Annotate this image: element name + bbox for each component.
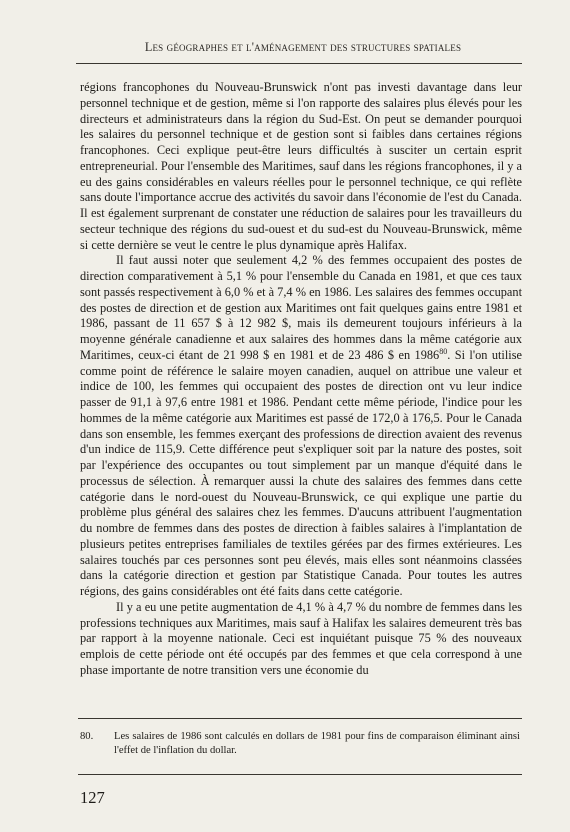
paragraph-1: régions francophones du Nouveau-Brunswick n'ont pas investi davantage dans leur personnel technique et de gestion, même si l'on rapporte des salaires plus élevés pour les directeurs et administrateurs dans la région du Sud-Est. On peut se demander pourquoi les salaires du personnel technique et de gestion sont si faibles dans certaines régions francophones. Ceci explique peut-être leurs difficultés à susciter un certain esprit entrepreneurial. Pour l'ensemble des Maritimes, sauf dans les régions francophones, il y a eu des gains considérables en valeurs réelles pour le personnel technique, ce qui reflète sans doute l'importance accrue des activités du savoir dans l'économie de l'est du Canada. Il est également surprenant de constater une réduction de salaires pour les travailleurs du secteur technique des régions du sud-ouest et du sud-est du Nouveau-Brunswick, même si cette dernière se veut le centre le plus dynamique après Halifax. (80, 80, 523, 252)
body-text (80, 80, 522, 679)
footnote-text: Les salaires de 1986 sont calculés en dollars de 1981 pour fins de comparaison éliminant ainsi l'effet de l'inflation du dollar. (114, 731, 520, 756)
paragraph-2 (80, 253, 522, 600)
paragraph-3: Il y a eu une petite augmentation de 4,1 % à 4,7 % du nombre de femmes dans les professions techniques aux Maritimes, mais sauf à Halifax les salaires demeurent très bas par rapport à la moyenne nationale. Ceci est inquiétant puisque 75 % des nouveaux emplois de cette période ont été occupés par des femmes et que cela correspond à une phase importante de notre transition vers une économie du (80, 599, 522, 677)
footnote-number: 80. (80, 731, 94, 742)
bottom-rule (78, 774, 522, 775)
footnote (80, 730, 520, 757)
paragraph-2-text: Il faut aussi noter que seulement 4,2 % des femmes occupaient des postes de direction comparativement à 5,1 % pour l'ensemble du Canada en 1981, et que ces taux sont passés respectivement à 6,0 % et à 7,4 % en 1986. Les salaires des femmes occupant des postes de direction et de gestion aux Maritimes ont fait quelques gains entre 1981 et 1986, passant de 11 657 $ à 12 982 $, mais ils demeurent toujours inférieurs à la moyenne générale canadienne et aux salaires des hommes dans la même catégorie aux Maritimes, ceux-ci étant de 21 998 $ en 1981 et de 23 486 $ en 1986 (80, 253, 522, 362)
paragraph-2-continued: . Si l'on utilise comme point de référence le salaire moyen canadien, auquel on attribue une valeur et indice de 100, les femmes qui occupaient des postes de direction ont vu leur indice passer de 91,1 à 97,6 entre 1981 et 1986. Pendant cette même période, l'indice pour les hommes de la même catégorie aux Maritimes est passé de 172,0 à 176,5. Pour le Canada dans son ensemble, les femmes exerçant des professions de direction avaient des revenus d'un indice de 115,9. Cette différence peut s'expliquer soit par la nature des postes, soit par l'expérience des occupantes ou tout simplement par un manque d'équité dans le processus de sélection. À remarquer aussi la chute des salaires des femmes dans cette catégorie dans le nord-ouest du Nouveau-Brunswick, ce qui explique une partie du problème plus général des salaires chez les femmes. D'aucuns attribuent l'augmentation du nombre de femmes dans des postes de direction à faibles salaires à l'implantation de plusieurs petites entreprises familiales de textiles gérées par des firmes extérieures. Les salaires touchés par ces personnes sont peu élevés, mais elles sont néanmoins classées dans la catégorie direction et gestion par Statistique Canada. Pour toutes les autres régions, des gains considérables ont été faits dans cette catégorie. (80, 347, 522, 598)
footnote-rule (78, 718, 522, 719)
header-rule (76, 63, 522, 64)
footnote-reference[interactable]: 80 (439, 346, 448, 356)
page-number: 127 (80, 788, 105, 807)
running-head: Les géographes et l'aménagement des structures spatiales (144, 40, 462, 54)
